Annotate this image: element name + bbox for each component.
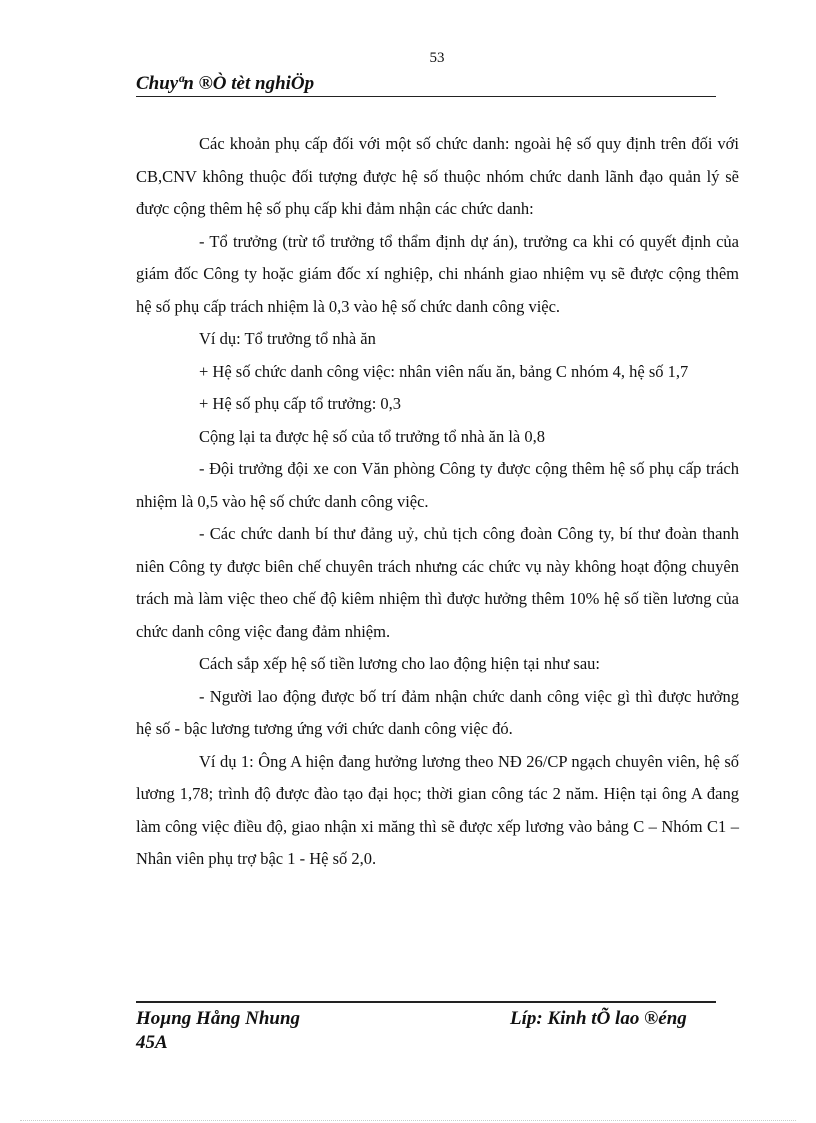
paragraph: + Hệ số chức danh công việc: nhân viên nấu ăn, bảng C nhóm 4, hệ số 1,7 — [199, 361, 689, 381]
page-bottom-divider — [20, 1120, 796, 1121]
footer-class-code: 45A — [136, 1032, 168, 1053]
page-number: 53 — [429, 50, 445, 66]
paragraph: - Đội trưởng đội xe con Văn phòng Công ty được cộng thêm hệ số phụ cấp trách nhiệm là 0,5 vào hệ số chức danh công việc. — [136, 459, 739, 511]
paragraph: + Hệ số phụ cấp tổ trưởng: 0,3 — [199, 394, 402, 413]
header-title: Chuyªn ®Ò tèt nghiÖp — [136, 73, 315, 94]
paragraph: - Người lao động được bố trí đảm nhận chức danh công việc gì thì được hưởng hệ số - bậc lương tương ứng với chức danh công việc đó. — [136, 686, 739, 738]
footer-class-label: Líp: Kinh tÕ lao ®éng — [510, 1008, 687, 1029]
footer-author: Hoµng Hång Nhung — [136, 1008, 301, 1029]
footer-author-block — [136, 1007, 300, 1055]
paragraph: - Các chức danh bí thư đảng uỷ, chủ tịch công đoàn Công ty, bí thư đoàn thanh niên Công ty được biên chế chuyên trách nhưng các chức vụ này không hoạt động chuyên trách mà làm việc theo chế độ kiêm nhiệm thì được hưởng thêm 10% hệ số tiền lương của chức danh công việc đang đảm nhiệm. — [136, 524, 739, 641]
paragraph: Ví dụ: Tổ trưởng tổ nhà ăn — [199, 329, 376, 348]
body-text — [136, 128, 739, 876]
header-rule — [136, 96, 716, 97]
paragraph: Các khoản phụ cấp đối với một số chức danh: ngoài hệ số quy định trên đối với CB,CNV không thuộc đối tượng được hệ số thuộc nhóm chức danh lãnh đạo quản lý sẽ được cộng thêm hệ số phụ cấp khi đảm nhận các chức danh: — [136, 134, 739, 218]
paragraph: Cách sắp xếp hệ số tiền lương cho lao động hiện tại như sau: — [199, 654, 600, 673]
footer-rule — [136, 1001, 716, 1003]
paragraph: - Tổ trưởng (trừ tổ trưởng tổ thẩm định dự án), trưởng ca khi có quyết định của giám đốc Công ty hoặc giám đốc xí nghiệp, chi nhánh giao nhiệm vụ sẽ được cộng thêm hệ số phụ cấp trách nhiệm là 0,3 vào hệ số chức danh công việc. — [136, 231, 739, 316]
paragraph: Cộng lại ta được hệ số của tổ trưởng tổ nhà ăn là 0,8 — [199, 426, 546, 446]
paragraph: Ví dụ 1: Ông A hiện đang hưởng lương theo NĐ 26/CP ngạch chuyên viên, hệ số lương 1,78; trình độ được đào tạo đại học; thời gian công tác 2 năm. Hiện tại ông A đang làm công việc điều độ, giao nhận xi măng thì sẽ được xếp lương vào bảng C – Nhóm C1 – Nhân viên phụ trợ bậc 1 - Hệ số 2,0. — [136, 751, 739, 868]
